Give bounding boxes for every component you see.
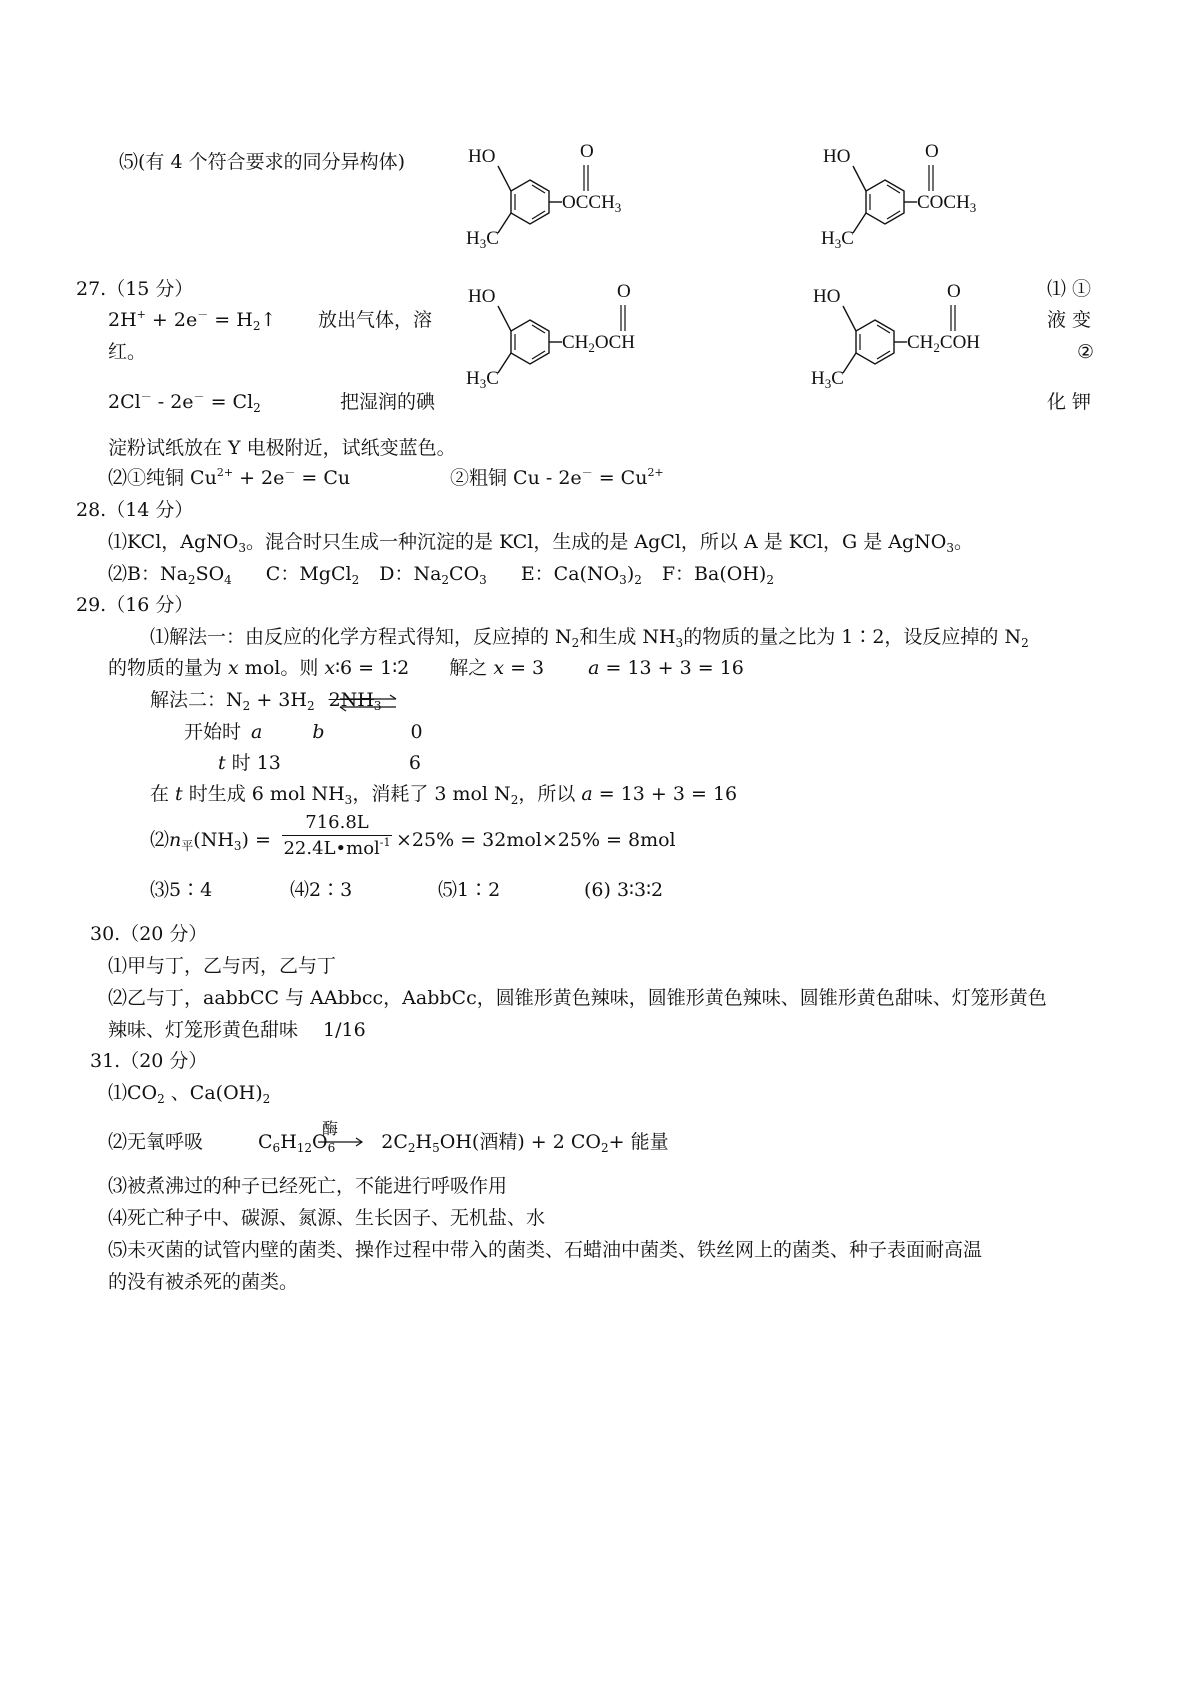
svg-text:H3C: $H_3C$ — [811, 368, 844, 391]
svg-text:H3C: $H_3C$ — [466, 368, 499, 391]
isomer-structure-4 — [811, 280, 1035, 394]
q31-part4: ⑷死亡种子中、碳源、氮源、生长因子、无机盐、水 — [108, 1207, 546, 1229]
q27-part2-a: ⑵①纯铜 $Cu^{2+} + 2e^- = Cu$ — [108, 466, 351, 489]
isomer-structure-2 — [821, 138, 1025, 252]
isomer-structure-1 — [466, 138, 670, 252]
q29-method1-line1: ⑴解法一：由反应的化学方程式得知，反应掉的 $N_2$和生成 $NH_3$的物质的量之比为 1∶2，设反应掉的 $N_2$ — [150, 626, 1029, 650]
q29-part2-lhs: $⑵n_平(NH_3)$ = — [150, 829, 271, 853]
q29-fraction — [282, 812, 392, 859]
fraction-denominator: 22.4L•mol$^{-1}$ — [283, 836, 391, 859]
q31-part3: ⑶被煮沸过的种子已经死亡，不能进行呼吸作用 — [108, 1175, 508, 1197]
equilibrium-arrow-icon — [338, 693, 400, 713]
q27-anode-equation: $2Cl^- - 2e^- = Cl_2$ — [108, 390, 261, 415]
q27-line4: 淀粉试纸放在 Y 电极附近，试纸变蓝色。 — [108, 437, 456, 459]
q29-t-row: t 时 13 6 — [218, 752, 421, 774]
q27-line2: 红。 — [108, 341, 147, 363]
q29-part4: ⑷2∶3 — [290, 879, 353, 901]
q29-method2-conclusion: 在 t 时生成 6 mol $NH_3$，消耗了 3 mol $N_2$，所以 a = 13 + 3 = 16 — [150, 783, 738, 807]
svg-text:O: O — [617, 281, 631, 302]
q30-part2-line2: 辣味、灯笼形黄色甜味 1/16 — [108, 1019, 366, 1041]
q27-right-col-1: ⑴ ① — [1047, 278, 1092, 300]
q26-part5-label: ⑸(有 4 个符合要求的同分异构体) — [119, 151, 405, 173]
isomer1-carbonyl-o: O — [580, 141, 594, 162]
svg-text:HO: HO — [813, 286, 841, 307]
q28-part1: ⑴KCl，AgNO$_3$。混合时只生成一种沉淀的是 KCl，生成的是 AgCl，所以 A 是 KCl，G 是 AgNO$_3$。 — [108, 531, 974, 555]
q30-part2-line1: ⑵乙与丁，aabbCC 与 AAbbcc，AabbCc，圆锥形黄色辣味，圆锥形黄色辣味、圆锥形黄色甜味、灯笼形黄色 — [108, 987, 1047, 1009]
q29-part2-rhs: ×25% = 32mol×25% = 8mol — [396, 829, 676, 851]
q31-heading: 31.（20 分） — [90, 1050, 208, 1072]
q27-part2-b: ②粗铜 $Cu - 2e^- = Cu^{2+}$ — [450, 466, 664, 489]
enzyme-label: 酶 — [322, 1119, 339, 1138]
svg-text:HO: HO — [468, 286, 496, 307]
svg-text:O: O — [925, 141, 939, 162]
q31-part1: $⑴CO_2$ 、$Ca(OH)_2$ — [108, 1082, 271, 1106]
svg-text:OCCH3: $OCCH_3$ — [562, 192, 622, 215]
q27-cathode-observation: 放出气体，溶 — [318, 309, 433, 331]
q27-right-col-2: 液 变 — [1047, 309, 1092, 331]
fraction-numerator: 716.8L — [305, 812, 369, 833]
q29-method2-equation: 解法二：$N_2 + 3H_2$ $2NH_3$ — [150, 689, 382, 713]
q27-anode-observation: 把湿润的碘 — [340, 391, 436, 413]
q29-part3: ⑶5∶4 — [150, 879, 213, 901]
isomer-structure-3 — [466, 280, 690, 394]
svg-text:CH2COH: $CH_2COH$ — [907, 332, 981, 355]
q27-right-col-3: ② — [1077, 341, 1095, 363]
q29-part6: (6) 3∶3∶2 — [584, 879, 664, 901]
isomer1-group: OCCH — [562, 192, 615, 213]
q29-method1-line2: 的物质的量为 x mol。则 x∶6 = 1∶2 解之 x = 3 a = 13 + 3 = 16 — [108, 657, 744, 679]
q29-heading: 29.（16 分） — [76, 594, 194, 616]
svg-text:COCH3: $COCH_3$ — [917, 192, 977, 215]
isomer2-group: COCH — [917, 192, 970, 213]
q27-cathode-equation: $2H^+ + 2e^- = H_2↑$ — [108, 308, 277, 333]
q27-heading: 27.（15 分） — [76, 278, 194, 300]
svg-text:H3C: $H_3C$ — [466, 228, 499, 251]
q29-start-a: a — [251, 721, 263, 743]
isomer1-ho: HO — [468, 146, 496, 167]
q28-heading: 28.（14 分） — [76, 499, 194, 521]
reaction-arrow-icon — [318, 1137, 364, 1147]
svg-text:H3C: $H_3C$ — [821, 228, 854, 251]
svg-text:CH2OCH: $CH_2OCH$ — [562, 332, 636, 355]
q27-right-col-4: 化 钾 — [1047, 391, 1092, 413]
q31-part5-line2: 的没有被杀死的菌类。 — [108, 1271, 299, 1293]
q28-part2: ⑵B：$Na_2SO_4$ C：MgCl$_2$ D：$Na_2CO_3$ E：$Ca(NO_3)_2$ F：$Ba(OH)_2$ — [108, 563, 774, 587]
q29-part5: ⑸1∶2 — [438, 879, 501, 901]
q31-part5-line1: ⑸未灭菌的试管内壁的菌类、操作过程中带入的菌类、石蜡油中菌类、铁丝网上的菌类、种子表面耐高温 — [108, 1239, 983, 1261]
q30-heading: 30.（20 分） — [90, 923, 208, 945]
q31-fermentation-equation: $C_6H_{12}O_6$ $2C_2H_5OH$(酒精) + 2 $CO_2+$ 能量 — [258, 1131, 669, 1155]
q29-start-row: 开始时 a b 0 — [184, 721, 423, 743]
q31-part2-label: ⑵无氧呼吸 — [108, 1131, 204, 1153]
q30-part1: ⑴甲与丁，乙与丙，乙与丁 — [108, 955, 337, 977]
isomer4-group: CH — [907, 332, 934, 353]
isomer3-group: CH — [562, 332, 589, 353]
svg-text:HO: HO — [823, 146, 851, 167]
svg-text:O: O — [947, 281, 961, 302]
